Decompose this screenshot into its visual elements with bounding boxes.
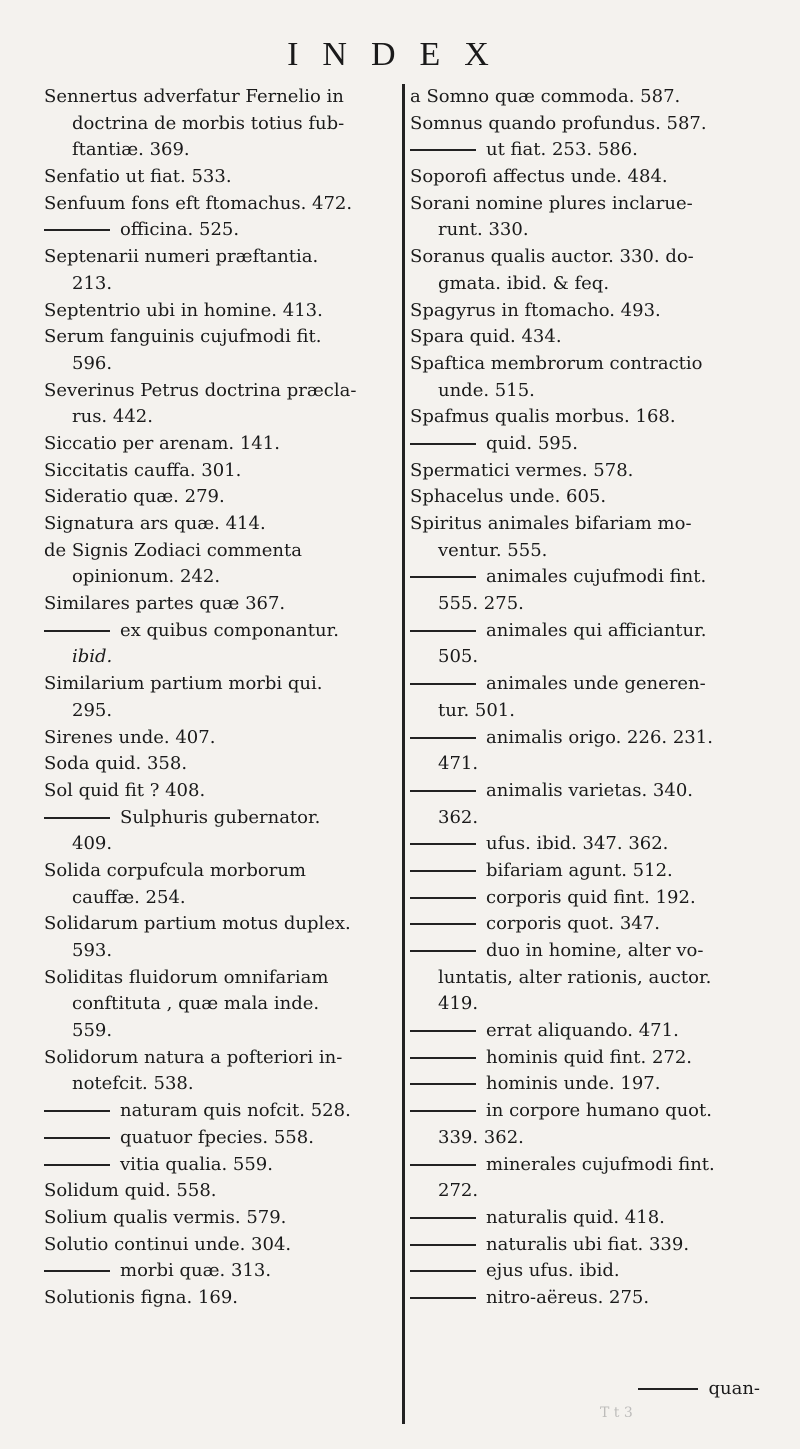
entry-text: Soporofi affectus unde. 484. <box>410 166 668 188</box>
index-entry <box>410 618 770 645</box>
entry-text: 559. <box>72 1020 113 1042</box>
dash-rule <box>44 1110 110 1112</box>
dash-rule <box>410 1297 476 1299</box>
index-entry <box>44 858 394 885</box>
entry-text: Severinus Petrus doctrina præcla- <box>44 379 357 401</box>
index-entry <box>410 324 770 351</box>
index-entry <box>44 191 394 218</box>
entry-text: conftituta , quæ mala inde. <box>72 993 320 1015</box>
index-entry <box>44 324 394 351</box>
entry-text: ibid. <box>72 646 113 668</box>
entry-text: Solidarum partium motus duplex. <box>44 913 351 935</box>
entry-text: Sorani nomine plures inclarue- <box>410 192 693 214</box>
entry-text: ufus. ibid. 347. 362. <box>486 833 669 855</box>
left-column <box>44 84 394 1312</box>
dash-rule <box>410 683 476 685</box>
index-entry <box>410 378 770 405</box>
entry-text: naturalis ubi fiat. 339. <box>486 1233 690 1255</box>
entry-text: Signatura ars quæ. 414. <box>44 513 266 534</box>
entry-text: runt. 330. <box>438 219 529 241</box>
entry-text: Sennertus adverfatur Fernelio in <box>44 86 344 107</box>
entry-text: 213. <box>72 272 113 294</box>
entry-text: Septenarii numeri præftantia. <box>44 246 319 268</box>
entry-text: animales unde generen- <box>486 673 706 695</box>
entry-text: naturalis quid. 418. <box>486 1206 665 1228</box>
entry-text: a Somno quæ commoda. 587. <box>410 86 681 107</box>
index-entry <box>44 511 394 538</box>
index-entry <box>410 1018 770 1045</box>
dash-rule <box>410 1083 476 1085</box>
entry-text: ut fiat. 253. 586. <box>486 139 638 161</box>
index-entry <box>44 938 394 965</box>
right-column <box>410 84 770 1312</box>
entry-text: hominis quid fint. 272. <box>486 1046 693 1068</box>
dash-rule <box>638 1388 698 1390</box>
entry-text: officina. 525. <box>120 219 240 241</box>
dash-rule <box>410 1217 476 1219</box>
index-entry <box>44 885 394 912</box>
entry-text: Solutio continui unde. 304. <box>44 1233 292 1255</box>
index-entry <box>410 911 770 938</box>
entry-text: Spafmus qualis morbus. 168. <box>410 406 676 428</box>
index-entry <box>44 244 394 271</box>
index-entry <box>410 1152 770 1179</box>
index-entry <box>410 1125 770 1152</box>
index-entry <box>44 1285 394 1312</box>
index-entry <box>44 1152 394 1179</box>
entry-text: quid. 595. <box>486 432 578 454</box>
entry-text: Spagyrus in ftomacho. 493. <box>410 299 661 321</box>
index-entry <box>44 725 394 752</box>
index-entry <box>410 1098 770 1125</box>
page-title: INDEX <box>287 36 513 73</box>
entry-text: 362. <box>438 806 479 828</box>
entry-text: Siccitatis cauffa. 301. <box>44 459 242 481</box>
index-entry <box>44 1071 394 1098</box>
index-entry <box>410 564 770 591</box>
index-entry <box>44 111 394 138</box>
index-entry <box>44 698 394 725</box>
index-entry <box>44 1098 394 1125</box>
entry-text: Solutionis figna. 169. <box>44 1286 239 1308</box>
index-entry <box>410 938 770 965</box>
entry-text: Soranus qualis auctor. 330. do- <box>410 246 694 268</box>
entry-text: Sulphuris gubernator. <box>120 806 321 828</box>
index-entry <box>410 1258 770 1285</box>
dash-rule <box>44 1270 110 1272</box>
index-entry <box>410 511 770 538</box>
index-entry <box>44 564 394 591</box>
entry-text: tur. 501. <box>438 699 515 721</box>
index-entry <box>44 404 394 431</box>
index-entry <box>410 431 770 458</box>
entry-text: nitro-aëreus. 275. <box>486 1286 650 1308</box>
entry-text: Sphacelus unde. 605. <box>410 486 607 508</box>
entry-text: morbi quæ. 313. <box>120 1260 272 1282</box>
index-entry <box>410 1205 770 1232</box>
index-entry <box>410 1045 770 1072</box>
entry-text: Somnus quando profundus. 587. <box>410 112 707 134</box>
entry-text: Solida corpufcula morborum <box>44 859 306 881</box>
index-entry <box>44 458 394 485</box>
entry-text: Solium qualis vermis. 579. <box>44 1206 287 1228</box>
index-entry <box>410 591 770 618</box>
index-entry <box>44 1232 394 1259</box>
index-entry <box>44 164 394 191</box>
index-entry <box>410 111 770 138</box>
index-entry <box>44 778 394 805</box>
entry-text: 409. <box>72 833 113 855</box>
index-entry <box>410 298 770 325</box>
dash-rule <box>44 630 110 632</box>
index-entry <box>410 164 770 191</box>
index-entry <box>44 991 394 1018</box>
index-entry <box>44 1045 394 1072</box>
entry-text: de Signis Zodiaci commenta <box>44 539 302 561</box>
index-entry <box>44 298 394 325</box>
entry-text: 471. <box>438 753 479 775</box>
dash-rule <box>410 630 476 632</box>
entry-text: 596. <box>72 352 113 374</box>
entry-text: opinionum. 242. <box>72 566 221 588</box>
index-entry <box>410 217 770 244</box>
dash-rule <box>410 1164 476 1166</box>
index-entry <box>44 217 394 244</box>
entry-text: Siccatio per arenam. 141. <box>44 432 280 454</box>
dash-rule <box>410 923 476 925</box>
index-entry <box>44 618 394 645</box>
dash-rule <box>410 1057 476 1059</box>
index-entry <box>410 805 770 832</box>
entry-text: luntatis, alter rationis, auctor. <box>438 966 712 988</box>
dash-rule <box>44 229 110 231</box>
entry-text: Solidum quid. 558. <box>44 1180 217 1202</box>
dash-rule <box>44 817 110 819</box>
index-entry <box>410 191 770 218</box>
index-entry <box>44 137 394 164</box>
entry-text: Soliditas fluidorum omnifariam <box>44 966 329 988</box>
index-entry <box>410 458 770 485</box>
index-entry <box>44 805 394 832</box>
index-entry <box>410 965 770 992</box>
entry-text: Spermatici vermes. 578. <box>410 459 634 481</box>
entry-text: 555. 275. <box>438 593 524 615</box>
index-entry <box>44 751 394 778</box>
index-entry <box>410 831 770 858</box>
entry-text: Senfuum fons eft ftomachus. 472. <box>44 192 353 214</box>
dash-rule <box>410 1030 476 1032</box>
entry-text: 593. <box>72 940 113 961</box>
index-entry <box>44 538 394 565</box>
entry-text: corporis quot. 347. <box>486 913 660 935</box>
entry-text: Soda quid. 358. <box>44 753 188 775</box>
column-divider <box>402 84 405 1424</box>
dash-rule <box>410 443 476 445</box>
index-entry <box>44 84 394 111</box>
index-entry <box>44 351 394 378</box>
index-entry <box>44 1178 394 1205</box>
index-entry <box>44 1258 394 1285</box>
index-entry <box>44 1205 394 1232</box>
entry-text: unde. 515. <box>438 379 535 401</box>
entry-text: animales qui afficiantur. <box>486 619 707 641</box>
entry-text: 505. <box>438 646 479 668</box>
index-entry <box>44 831 394 858</box>
dash-rule <box>410 1270 476 1272</box>
dash-rule <box>44 1137 110 1139</box>
index-entry <box>410 698 770 725</box>
entry-text: quatuor fpecies. 558. <box>120 1126 314 1148</box>
entry-text: Spiritus animales bifariam mo- <box>410 513 692 534</box>
dash-rule <box>410 843 476 845</box>
entry-text: 272. <box>438 1180 479 1202</box>
entry-text: hominis unde. 197. <box>486 1073 661 1095</box>
entry-text: 419. <box>438 993 479 1015</box>
entry-text: ventur. 555. <box>438 539 548 561</box>
entry-text: minerales cujufmodi fint. <box>486 1153 715 1175</box>
index-entry <box>410 244 770 271</box>
dash-rule <box>410 950 476 952</box>
signature-mark: T t 3 <box>600 1405 633 1421</box>
entry-text: Sol quid fit ? 408. <box>44 779 206 801</box>
index-entry <box>44 1125 394 1152</box>
index-entry <box>410 137 770 164</box>
index-entry <box>410 671 770 698</box>
index-entry <box>44 591 394 618</box>
index-entry <box>44 671 394 698</box>
entry-text: Sideratio quæ. 279. <box>44 486 225 508</box>
index-entry <box>44 484 394 511</box>
entry-text: Similarium partium morbi qui. <box>44 673 323 695</box>
index-entry <box>410 858 770 885</box>
dash-rule <box>410 149 476 151</box>
entry-text: cauffæ. 254. <box>72 886 186 908</box>
entry-text: Senfatio ut fiat. 533. <box>44 166 232 188</box>
entry-text: doctrina de morbis totius fub- <box>72 112 345 134</box>
entry-text: duo in homine, alter vo- <box>486 940 704 961</box>
index-entry <box>410 84 770 111</box>
index-entry <box>410 778 770 805</box>
entry-text: Serum fanguinis cujufmodi fit. <box>44 326 322 348</box>
index-entry <box>410 404 770 431</box>
index-entry <box>44 644 394 671</box>
entry-text: Similares partes quæ 367. <box>44 593 286 615</box>
entry-text: animalis origo. 226. 231. <box>486 726 713 748</box>
catchword <box>638 1378 760 1399</box>
dash-rule <box>410 737 476 739</box>
entry-text: ex quibus componantur. <box>120 619 339 641</box>
catchword-text: quan- <box>708 1378 760 1399</box>
entry-text: Spara quid. 434. <box>410 326 562 348</box>
index-entry <box>410 351 770 378</box>
index-entry <box>410 885 770 912</box>
index-entry <box>44 271 394 298</box>
entry-text: animalis varietas. 340. <box>486 779 693 801</box>
index-entry <box>410 538 770 565</box>
entry-text: gmata. ibid. & feq. <box>438 272 610 294</box>
index-entry <box>44 1018 394 1045</box>
entry-text: 295. <box>72 699 113 721</box>
index-entry <box>44 911 394 938</box>
index-entry <box>44 431 394 458</box>
entry-text: ftantiæ. 369. <box>72 139 190 161</box>
index-entry <box>410 644 770 671</box>
entry-text: Spaftica membrorum contractio <box>410 352 703 374</box>
dash-rule <box>410 897 476 899</box>
entry-text: corporis quid fint. 192. <box>486 886 696 908</box>
dash-rule <box>410 1110 476 1112</box>
entry-text: Septentrio ubi in homine. 413. <box>44 299 323 321</box>
dash-rule <box>44 1164 110 1166</box>
index-entry <box>410 1285 770 1312</box>
index-entry <box>410 1071 770 1098</box>
dash-rule <box>410 790 476 792</box>
entry-text: ejus ufus. ibid. <box>486 1260 620 1282</box>
index-entry <box>410 271 770 298</box>
entry-text: in corpore humano quot. <box>486 1100 712 1122</box>
index-entry <box>44 965 394 992</box>
index-entry <box>410 725 770 752</box>
entry-text: vitia qualia. 559. <box>120 1153 273 1175</box>
entry-text: animales cujufmodi fint. <box>486 566 707 588</box>
entry-text: Solidorum natura a pofteriori in- <box>44 1046 343 1068</box>
index-entry <box>410 751 770 778</box>
entry-text: rus. 442. <box>72 406 153 428</box>
entry-text: errat aliquando. 471. <box>486 1020 679 1042</box>
dash-rule <box>410 576 476 578</box>
entry-text: 339. 362. <box>438 1126 524 1148</box>
index-entry <box>410 991 770 1018</box>
index-entry <box>44 378 394 405</box>
entry-text: naturam quis nofcit. 528. <box>120 1100 351 1122</box>
index-entry <box>410 484 770 511</box>
dash-rule <box>410 870 476 872</box>
dash-rule <box>410 1244 476 1246</box>
entry-text: Sirenes unde. 407. <box>44 726 216 748</box>
entry-text: bifariam agunt. 512. <box>486 859 673 881</box>
index-entry <box>410 1178 770 1205</box>
index-entry <box>410 1232 770 1259</box>
entry-text: notefcit. 538. <box>72 1073 194 1095</box>
